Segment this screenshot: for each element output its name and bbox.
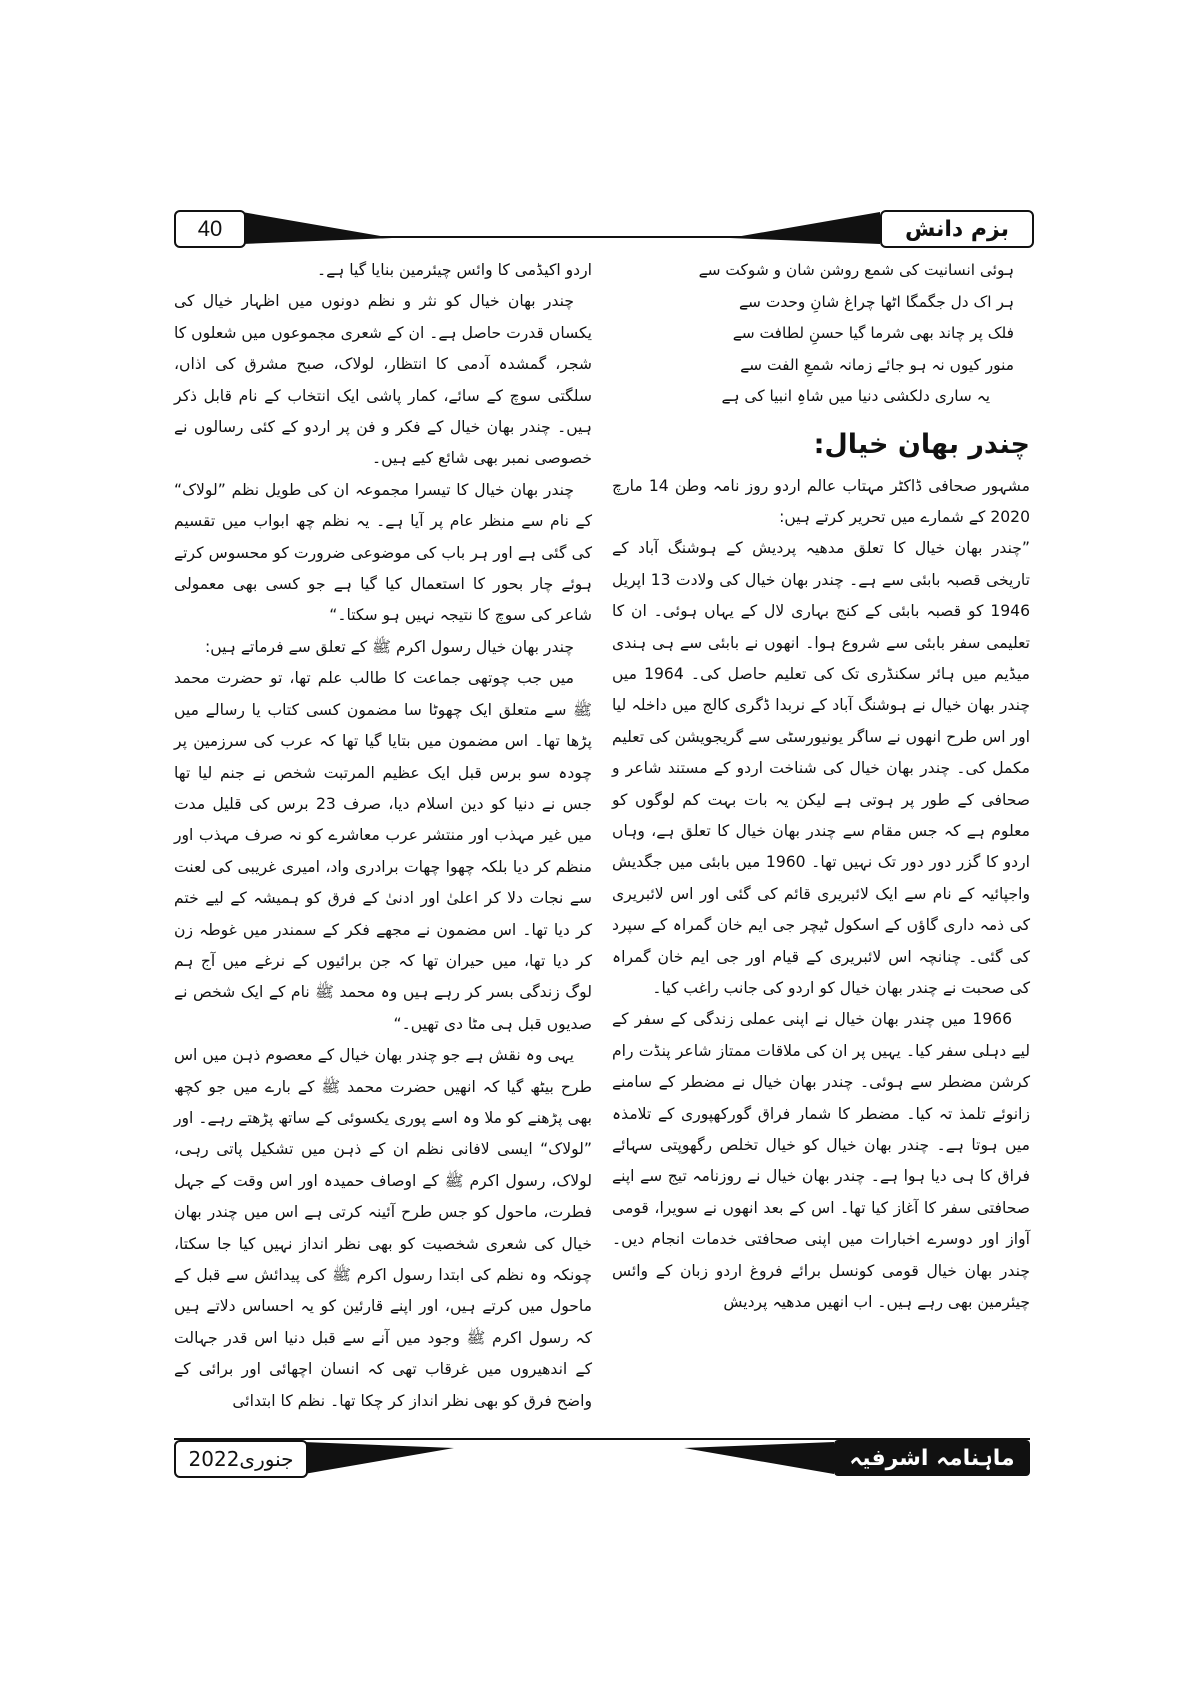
paragraph: چندر بھان خیال کو نثر و نظم دونوں میں اظہار خیال کی یکساں قدرت حاصل ہے۔ ان کے شعری مجموعوں میں شعلوں کا شجر، گمشدہ آدمی کا انتظار، لولاک، صبح مشرق کی اذاں، سلگتی سوچ کے سائے، کمار پاشی ایک انتخاب کے نام قابل ذکر ہیں۔ چندر بھان خیال کے فکر و فن پر اردو کے کئی رسالوں نے خصوصی نمبر بھی شائع کیے ہیں۔ <box>174 292 592 468</box>
verse-line: یہ ساری دلکشی دنیا میں شاہِ انبیا کی ہے <box>721 387 990 405</box>
paragraph: چندر بھان خیال کا تیسرا مجموعہ ان کی طویل نظم ”لولاک“ کے نام سے منظر عام پر آیا ہے۔ یہ نظم چھ ابواب میں تقسیم کی گئی ہے اور ہر باب کی موضوعی ضرورت کو محسوس کرتے ہوئے چار بحور کا استعمال کیا گیا ہے جو کسی بھی معمولی شاعر کی سوچ کا نتیجہ نہیں ہو سکتا۔“ <box>174 480 592 625</box>
paragraph: یہی وہ نقش ہے جو چندر بھان خیال کے معصوم ذہن میں اس طرح بیٹھ گیا کہ انھیں حضرت محمد ﷺ کے بارے میں جو کچھ بھی پڑھنے کو ملا وہ اسے پوری یکسوئی کے ساتھ پڑھتے رہے۔ اور ”لولاک“ ایسی لافانی نظم ان کے ذہن میں تشکیل پاتی رہی، لولاک، رسول اکرم ﷺ کے اوصاف حمیدہ اور اس وقت کے جہل فطرت، ماحول کو جس طرح آئینہ کرتی ہے اس میں چندر بھان خیال کی شعری شخصیت کو بھی نظر انداز نہیں کیا جا سکتا، چونکہ وہ نظم کی ابتدا رسول اکرم ﷺ کی پیدائش سے قبل کے ماحول میں کرتے ہیں، اور اپنے قارئین کو یہ احساس دلاتے ہیں کہ رسول اکرم ﷺ وجود میں آنے سے قبل دنیا اس قدر جہالت کے اندھیروں میں غرقاب تھی کہ انسان اچھائی اور برائی کے واضح فرق کو بھی نظر انداز کر چکا تھا۔ نظم کا ابتدائی <box>174 1046 592 1410</box>
paragraph: چندر بھان خیال رسول اکرم ﷺ کے تعلق سے فرماتے ہیں: <box>204 637 574 656</box>
right-column <box>612 255 1030 1318</box>
header-left-wedge <box>242 210 392 246</box>
footer-right-wedge <box>684 1440 834 1476</box>
paragraph: ”چندر بھان خیال کا تعلق مدھیہ پردیش کے ہوشنگ آباد کے تاریخی قصبہ بابئی سے ہے۔ چندر بھان خیال کی ولادت 13 اپریل 1946 کو قصبہ بابئی کے کنج بہاری لال کے یہاں ہوئی۔ ان کا تعلیمی سفر بابئی سے شروع ہوا۔ انھوں نے بابئی سے ہی ہندی میڈیم میں ہائر سکنڈری تک کی تعلیم حاصل کی۔ 1964 میں چندر بھان خیال نے ہوشنگ آباد کے نربدا ڈگری کالج میں داخلہ لیا اور اس طرح انھوں نے ساگر یونیورسٹی سے گریجویشن کی تعلیم مکمل کی۔ چندر بھان خیال کی شناخت اردو کے مستند شاعر و صحافی کے طور پر ہوتی ہے لیکن یہ بات بہت کم لوگوں کو معلوم ہے کہ جس مقام سے چندر بھان خیال کا تعلق ہے، وہاں اردو کا گزر دور دور تک نہیں تھا۔ 1960 میں بابئی میں جگدیش واجپائیہ کے نام سے ایک لائبریری قائم کی گئی اور اس لائبریری کی ذمہ داری گاؤں کے اسکول ٹیچر جی ایم خان گمراہ کے سپرد کی گئی۔ چنانچہ اس لائبریری کے قیام اور جی ایم خان گمراہ کی صحبت نے چندر بھان خیال کو اردو کی جانب راغب کیا۔ <box>612 539 1031 997</box>
paragraph: 1966 میں چندر بھان خیال نے اپنی عملی زندگی کے سفر کے لیے دہلی سفر کیا۔ یہیں پر ان کی ملاقات ممتاز شاعر پنڈت رام کرشن مضطر سے ہوئی۔ چندر بھان خیال نے مضطر کے سامنے زانوئے تلمذ تہ کیا۔ مضطر کا شمار فراق گورکھپوری کے تلامذہ میں ہوتا ہے۔ چندر بھان خیال کو خیال تخلص رگھوپتی سہائے فراق کا ہی دیا ہوا ہے۔ چندر بھان خیال نے روزنامہ تیج سے اپنے صحافتی سفر کا آغاز کیا تھا۔ اس کے بعد انھوں نے سویرا، قومی آواز اور دوسرے اخبارات میں اپنی صحافتی خدمات انجام دیں۔ چندر بھان خیال قومی کونسل برائے فروغ اردو زبان کے وائس چیئرمین بھی رہے ہیں۔ اب انھیں مدھیہ پردیش <box>612 1010 1030 1312</box>
section-heading: چندر بھان خیال: <box>813 428 1030 460</box>
footer-left-wedge <box>304 1440 454 1476</box>
page-number: 40 <box>174 210 246 248</box>
header-right-wedge <box>730 210 880 246</box>
paragraph: اردو اکیڈمی کا وائس چیئرمین بنایا گیا ہے۔ <box>316 261 592 279</box>
magazine-name: ماہنامہ اشرفیہ <box>834 1440 1030 1476</box>
paragraph: مشہور صحافی ڈاکٹر مہتاب عالم اردو روز نامہ وطن 14 مارچ 2020 کے شمارے میں تحریر کرتے ہیں: <box>612 476 1030 526</box>
verse-line: ہوئی انسانیت کی شمع روشن شان و شوکت سے <box>698 261 1014 279</box>
issue-date: جنوری2022 <box>174 1440 308 1478</box>
verse-line: فلک پر چاند بھی شرما گیا حسنِ لطافت سے <box>732 324 1014 342</box>
paragraph: میں جب چوتھی جماعت کا طالب علم تھا، تو حضرت محمد ﷺ سے متعلق ایک چھوٹا سا مضمون کسی کتاب یا رسالے میں پڑھا تھا۔ اس مضمون میں بتایا گیا تھا کہ عرب کی سرزمین پر چودہ سو برس قبل ایک عظیم المرتبت شخص نے جنم لیا تھا جس نے دنیا کو دین اسلام دیا، صرف 23 برس کی قلیل مدت میں غیر مہذب اور منتشر عرب معاشرے کو نہ صرف مہذب اور منظم کر دیا بلکہ چھوا چھات برادری واد، امیری غریبی کی لعنت سے نجات دلا کر اعلیٰ اور ادنیٰ کے فرق کو ہمیشہ کے لیے ختم کر دیا تھا۔ اس مضمون نے مجھے فکر کے سمندر میں غوطہ زن کر دیا تھا، میں حیران تھا کہ جن برائیوں کے نرغے میں آج ہم لوگ زندگی بسر کر رہے ہیں وہ محمد ﷺ نام کے ایک شخص نے صدیوں قبل ہی مٹا دی تھیں۔“ <box>174 669 592 1033</box>
section-title: بزم دانش <box>880 210 1034 248</box>
verse-line: ہر اک دل جگمگا اٹھا چراغ شانِ وحدت سے <box>739 292 1014 311</box>
verse-line: منور کیوں نہ ہو جائے زمانہ شمعِ الفت سے <box>740 355 1014 374</box>
left-column <box>174 255 592 1417</box>
